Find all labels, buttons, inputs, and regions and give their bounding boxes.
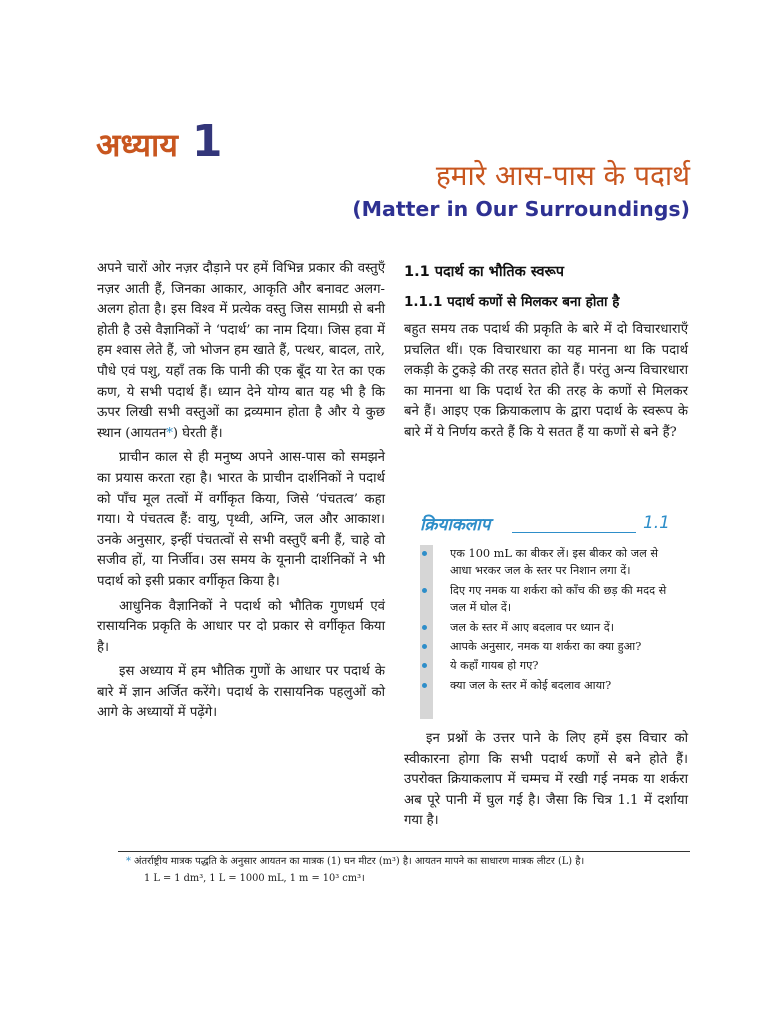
activity-item	[450, 657, 682, 674]
right-column-lower	[404, 729, 688, 832]
activity-item-text: जल के स्तर में आए बदलाव पर ध्यान दें।	[450, 620, 615, 634]
bullet-icon	[422, 625, 427, 630]
activity-item-text: एक 100 mL का बीकर लें। इस बीकर को जल से आधा भरकर जल के स्तर पर निशान लगा दें।	[450, 547, 658, 578]
left-paragraph-3: आधुनिक वैज्ञानिकों ने पदार्थ को भौतिक गुणधर्म एवं रासायनिक प्रकृति के आधार पर दो प्रकार से वर्गीकृत किया है।	[97, 598, 385, 655]
right-paragraph-1: बहुत समय तक पदार्थ की प्रकृति के बारे में दो विचारधाराएँ प्रचलित थीं। एक विचारधारा का यह मानना था कि पदार्थ लकड़ी के टुकड़े की तरह सतत होते हैं। परंतु अन्य विचारधारा का मानना था कि पदार्थ रेत की तरह के कणों से मिलकर बने हैं। आइए एक क्रियाकलाप के द्वारा पदार्थ के स्वरूप के बारे में ये निर्णय करते हैं कि ये सतत हैं या कणों से बने हैं?	[404, 322, 688, 440]
activity-title: क्रियाकलाप	[420, 515, 491, 535]
left-column	[97, 259, 385, 724]
footnote	[126, 853, 696, 887]
left-paragraph-2: प्राचीन काल से ही मनुष्य अपने आस-पास को समझने का प्रयास करता रहा है। भारत के प्राचीन दार्शनिकों ने पदार्थ को पाँच मूल तत्वों में वर्गीकृत किया, जिसे ‘पंचतत्व’ कहा गया। ये पंचतत्व हैं: वायु, पृथ्वी, अग्नि, जल और आकाश। उनके अनुसार, इन्हीं पंचतत्वों से सभी वस्तुएँ बनी हैं, चाहे वो सजीव हों, या निर्जीव। उस समय के यूनानी दार्शनिकों ने भी पदार्थ को इसी प्रकार वर्गीकृत किया है।	[97, 450, 385, 589]
activity-header	[420, 512, 670, 538]
footnote-marker: *	[166, 425, 173, 441]
activity-underline	[512, 532, 636, 533]
activity-box	[420, 545, 682, 719]
right-column	[404, 320, 688, 444]
activity-item	[450, 545, 682, 580]
chapter-word: अध्याय	[96, 126, 178, 164]
activity-item	[450, 638, 682, 655]
bullet-icon	[422, 588, 427, 593]
right-paragraph-2: इन प्रश्नों के उत्तर पाने के लिए हमें इस विचार को स्वीकारना होगा कि सभी पदार्थ कणों से बने होते हैं। उपरोक्त क्रियाकलाप में चम्मच में रखी गई नमक या शर्करा अब पूरे पानी में घुल गई है। जैसा कि चित्र 1.1 में दर्शाया गया है।	[404, 731, 688, 829]
footnote-divider	[118, 851, 690, 852]
chapter-title-hindi: हमारे आस-पास के पदार्थ	[435, 159, 690, 192]
left-paragraph-1	[97, 259, 385, 444]
activity-item-text: आपके अनुसार, नमक या शर्करा का क्या हुआ?	[450, 640, 642, 654]
activity-item-text: ये कहाँ गायब हो गए?	[450, 659, 539, 673]
chapter-label	[96, 116, 223, 176]
activity-item	[450, 582, 682, 617]
activity-item-text: क्या जल के स्तर में कोई बदलाव आया?	[450, 678, 612, 692]
footnote-line-2: 1 L = 1 dm³, 1 L = 1000 mL, 1 m = 10³ cm³।	[144, 873, 365, 884]
left-paragraph-4: इस अध्याय में हम भौतिक गुणों के आधार पर पदार्थ के बारे में ज्ञान अर्जित करेंगे। पदार्थ के रासायनिक पहलुओं को आगे के अध्यायों में पढ़ेंगे।	[97, 664, 385, 721]
section-heading-1-1: 1.1 पदार्थ का भौतिक स्वरूप	[404, 264, 565, 280]
activity-item	[450, 619, 682, 636]
activity-number: 1.1	[642, 513, 670, 533]
chapter-title-english: (Matter in Our Surroundings)	[352, 197, 690, 221]
activity-side-bar	[420, 545, 433, 719]
left-paragraph-1-end: ) घेरती हैं।	[172, 425, 223, 441]
footnote-star: *	[126, 856, 131, 867]
activity-list	[450, 545, 682, 696]
bullet-icon	[422, 551, 427, 556]
bullet-icon	[422, 644, 427, 649]
activity-item-text: दिए गए नमक या शर्करा को काँच की छड़ की मदद से जल में घोल दें।	[450, 583, 667, 615]
bullet-icon	[422, 683, 427, 688]
section-heading-1-1-1: 1.1.1 पदार्थ कणों से मिलकर बना होता है	[404, 294, 620, 310]
activity-item	[450, 677, 682, 694]
footnote-line-1: अंतर्राष्ट्रीय मात्रक पद्धति के अनुसार आयतन का मात्रक (1) घन मीटर (m³) है। आयतन मापने का साधारण मात्रक लीटर (L) है।	[134, 856, 585, 867]
chapter-number: 1	[191, 116, 223, 167]
left-paragraph-1-text: अपने चारों ओर नज़र दौड़ाने पर हमें विभिन्न प्रकार की वस्तुएँ नज़र आती हैं, जिनका आकार, आकृति और बनावट अलग-अलग होता है। इस विश्व में प्रत्येक वस्तु जिस सामग्री से बनी होती है उसे वैज्ञानिकों ने ‘पदार्थ’ का नाम दिया। जिस हवा में हम श्वास लेते हैं, जो भोजन हम खाते हैं, पत्थर, बादल, तारे, पौधे एवं पशु, यहाँ तक कि पानी की एक बूँद या रेत का एक कण, ये सभी पदार्थ हैं। ध्यान देने योग्य बात यह भी है कि ऊपर लिखी सभी वस्तुओं का द्रव्यमान होता है और ये कुछ स्थान (आयतन	[97, 261, 385, 441]
